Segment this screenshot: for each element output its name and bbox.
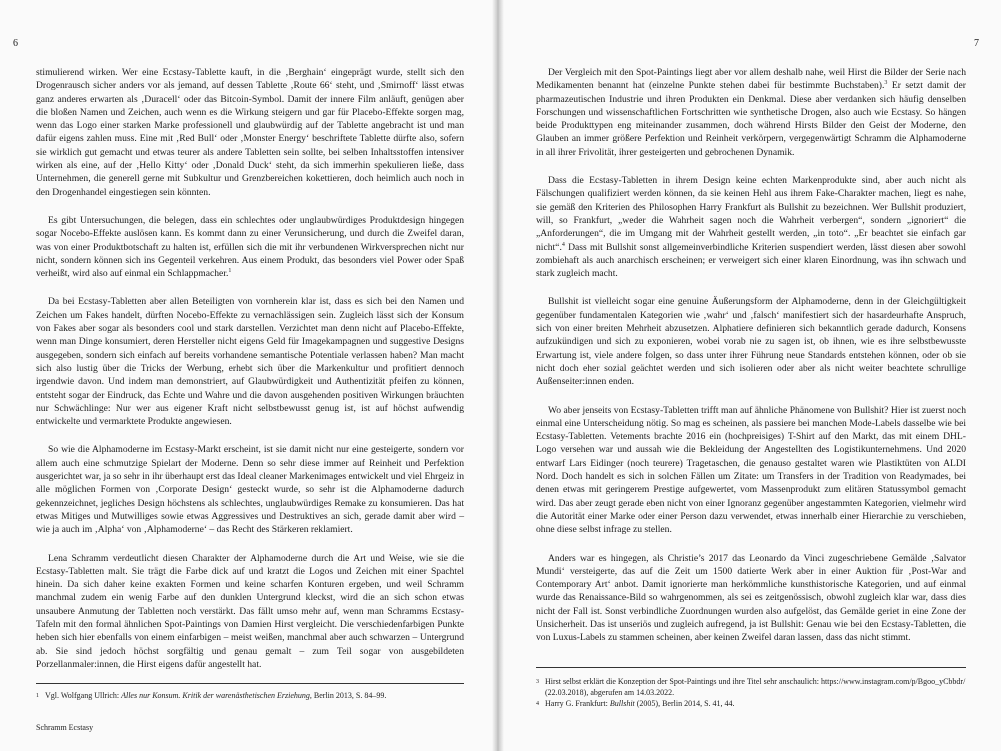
paragraph: Der Vergleich mit den Spot-Paintings liegt aber vor allem deshalb nahe, weil Hirst die Bilder der Serie nach Medikamenten benannt hat (einzelne Punkte stehen dabei für bestimmte Buchstaben).$^3$ Er setzt damit der pharmazeutischen Industrie und ihren Produkten ein Denkmal. Diese aber verdanken sich häufig denselben Forschungen und wissenschaftlichen Fortschritten wie synthetische Drogen, also auch wie Ecstasy. So hängen beide Produkttypen eng miteinander zusammen, doch während Hirsts Bilder den Geist der Moderne, den Glauben an immer größere Perfektion und Reinheit verkörpern, vergegenwärtigt Schramm die Alphamoderne in all ihrer Frivolität, ihrer gesteigerten und gebrochenen Dynamik. [536,67,966,158]
paragraph: Lena Schramm verdeutlicht diesen Charakter der Alphamoderne durch die Art und Weise, wie sie die Ecstasy-Tabletten malt. Sie trägt die Farbe dick auf und kratzt die Logos und Zeichen mit einer Spachtel hinein. Da sich daher keine exakten Formen und keine scharfen Konturen ergeben, und weil Schramm manchmal zudem ein wenig Farbe auf den dunklen Untergrund kleckst, wird die an sich schon etwas unsaubere Anmutung der Tabletten noch verstärkt. Das fällt umso mehr auf, wenn man Schramms Ecstasy-Tafeln mit den formal ähnlichen Spot-Paintings von Damien Hirst vergleicht. Die verschiedenfarbigen Punkte heben sich hier ebenfalls von einem einfarbigen – meist weißen, manchmal aber auch schwarzen – Untergrund ab. Sie sind jedoch höchst sorgfältig und genau gemalt – zum Teil sogar von ausgebildeten Porzellanmaler:innen, die Hirst eigens dafür angestellt hat. [36,552,464,670]
footnote: 3 Hirst selbst erklärt die Konzeption der Spot-Paintings und ihre Titel sehr anschaulich: https://www.instagram.com/p/Bgoo_yCbbdr/ (22.03.2018), abgerufen am 14.03.2022. [536,677,966,697]
footnote: 1 Vgl. Wolfgang Ullrich: Alles nur Konsum. Kritik der warenästhetischen Erziehung, Berlin 2013, S. 84–99. [36,691,387,700]
footnotes [536,677,966,711]
paragraph: Dass die Ecstasy-Tabletten in ihrem Design keine echten Markenprodukte sind, aber auch nicht als Fälschungen qualifiziert werden können, da sie keinen Hehl aus ihrem Fake-Charakter machen, liegt es nahe, sie gemäß den Kriterien des Philosophen Harry Frankfurt als Bullshit zu bezeichnen. Wer Bullshit produziert, will, so Frankfurt, „weder die Wahrheit sagen noch die Wahrheit verbergen“, sondern „ignoriert“ die „Anforderungen“, die im Umgang mit der Wahrheit gestellt werden, „in toto“. „Er beachtet sie einfach gar nicht“.$^4$ Dass mit Bullshit sonst allgemeinverbindliche Kriterien suspendiert werden, lässt diesen aber sowohl zombiehaft als auch anarchisch erscheinen; er verweigert sich einer klaren Einordnung, was ihn schwach und stark zugleich macht. [536,175,966,280]
footnote-marker: 1 [228,267,232,274]
paragraph: Anders war es hingegen, als Christie’s 2017 das Leonardo da Vinci zugeschriebene Gemälde ‚Salvator Mundi‘ versteigerte, das auf die Zeit um 1500 datierte Werk aber in einer Auktion für ‚Post-War and Contemporary Art‘ anbot. Damit ignorierte man herkömmliche kunsthistorische Kategorien, und auf einmal wurde das Renaissance-Bild so wahrgenommen, als sei es zeitgenössisch, obwohl zugleich klar war, dass dies nicht der Fall ist. Sonst verbindliche Zuordnungen wurden also aufgelöst, das Gemälde geriet in eine Zone der Unsicherheit. Das ist unseriös und zugleich aufregend, ja ist Bullshit: Genau wie bei den Ecstasy-Tabletten, die von Luxus-Labels zu stammen scheinen, aber keinen Zweifel daran lassen, dass das nicht stimmt. [536,552,966,644]
paragraph: So wie die Alphamoderne im Ecstasy-Markt erscheint, ist sie damit nicht nur eine gesteigerte, sondern vor allem auch eine schmutzige Spielart der Moderne. Denn so sehr diese immer auf Reinheit und Perfektion ausgerichtet war, ja so sehr in ihr überhaupt erst das Ideal cleaner Markenimages entwickelt und viel Ehrgeiz in alle möglichen Formen von ‚Corporate Design‘ gesteckt wurde, so sehr ist die Alphamoderne dadurch gekennzeichnet, jegliches Design höchstens als schlechtes, unglaubwürdiges Remake zu konsumieren. Das hat etwas Mitiges und Mutwilliges sowie etwas Aggressives und Destruktives an sich, gerade damit aber wird – wie ja auch im ‚Alpha‘ von ‚Alphamoderne‘ – das Recht des Stärkeren reklamiert. [36,444,464,536]
left-page [0,0,496,751]
paragraph: stimulierend wirken. Wer eine Ecstasy-Tablette kauft, in die ‚Berghain‘ eingeprägt wurde, stellt sich den Drogenrausch sicher anders vor als jemand, auf dessen Tablette ‚Route 66‘ steht, und ‚Smirnoff‘ lässt etwas ganz anderes erwarten als ‚Duracell‘ oder das Bitcoin-Symbol. Damit der innere Film anläuft, genügen aber die bloßen Namen und Zeichen, auch wenn es die Wirkung steigern und gar für Placebo-Effekte sorgen mag, wenn das Logo einer starken Marke professionell und glaubwürdig auf der Tablette angebracht ist und man dafür eigens zahlen muss. Eine mit ‚Red Bull‘ oder ‚Monster Energy‘ beschriftete Tablette dürfte also, sofern sie wirklich gut gemacht und etwas teurer als andere Tabletten sein sollte, bei selben Inhaltsstoffen intensiver wirken als eine, auf der ‚Hello Kitty‘ oder ‚Donald Duck‘ steht, da sich immerhin spekulieren ließe, dass Unternehmen, die generell gerne mit Subkultur und Grenzbereichen kokettieren, doch heimlich auch noch in den Drogenhandel eingestiegen sein könnten. [36,67,464,198]
body-text [536,66,966,660]
paragraph: Da bei Ecstasy-Tabletten aber allen Beteiligten von vornherein klar ist, dass es sich bei den Namen und Zeichen um Fakes handelt, dürften Nocebo-Effekte zu vernachlässigen sein. Zugleich lässt sich der Konsum von Fakes aber sogar als besonders cool und stark darstellen. Verzichtet man denn nicht auf Placebo-Effekte, wenn man Dinge konsumiert, deren Hersteller nicht eigens Geld für Imagekampagnen und suggestive Designs ausgegeben, sondern sich einfach auf bereits vorhandene semantische Potentiale verlassen haben? Man macht sich also lustig über die Tricks der Werbung, erhebt sich über die Markenkultur und profitiert dennoch irgendwie davon. Und indem man demonstriert, auf Glaubwürdigkeit und Authentizität pfeifen zu können, entsteht sogar der Eindruck, das Echte und Wahre und die davon ausgehenden positiven Wirkungen bräuchten nur Schwächlinge: Nur wer aus eigener Kraft nicht selbstbewusst genug ist, ist auf höchst aufwendig entwickelte und vermarktete Produkte angewiesen. [36,296,464,428]
paragraph: Wo aber jenseits von Ecstasy-Tabletten trifft man auf ähnliche Phänomene von Bullshit? Hier ist zuerst noch einmal eine Unterscheidung nötig. So mag es scheinen, als passiere bei manchen Mode-Labels dasselbe wie bei Ecstasy-Tabletten. Vetements brachte 2016 ein (hochpreisiges) T-Shirt auf den Markt, das mit einem DHL-Logo versehen war und aussah wie die Bekleidung der Angestellten des Logistikunternehmens. Und 2020 entwarf Lars Eidinger (noch teurere) Tragetaschen, die genauso gestaltet waren wie Plastiktüten von ALDI Nord. Doch handelt es sich in solchen Fällen um Zitate: um Transfers in der Tradition von Readymades, bei denen etwas mit geringerem Prestige aufgewertet, vom Massenprodukt zum elitären Statussymbol gemacht wird. Das aber zeugt gerade eben nicht von einer Ignoranz gegenüber angestammten Kategorien, vielmehr wird die Autorität einer Marke oder einer Person dazu verwendet, etwas innerhalb einer Hierarchie zu verschieben, ohne diese selbst infrage zu stellen. [536,404,966,536]
footnote: 4 Harry G. Frankfurt: Bullshit (2005), Berlin 2014, S. 41, 44. [536,699,735,708]
page-number: 7 [974,38,979,49]
running-footer: Schramm Ecstasy [36,723,94,732]
page-number: 6 [13,38,18,49]
footnotes [36,691,464,703]
footnote-marker: 3 [884,80,888,87]
footnote-marker: 4 [561,241,565,248]
footnote-rule [536,667,966,668]
paragraph: Bullshit ist vielleicht sogar eine genuine Äußerungsform der Alphamoderne, denn in der Gleichgültigkeit gegenüber fundamentalen Kategorien wie ‚wahr‘ und ‚falsch‘ manifestiert sich der hasardeurhafte Anspruch, sich von einer breiten Mehrheit abzusetzen. Alphatiere definieren sich bekanntlich gerade dadurch, Konsens aufzukündigen und sich zu exponieren, wobei vorab nie zu sagen ist, ob ihnen, wie es ihre selbstbewusste Erwartung ist, viele andere folgen, so dass unter ihrer Führung neue Standards entstehen können, oder ob sie nicht doch eher sozial geächtet werden und sich isolieren oder aber als nicht weiter beachtete schrullige Außenseiter:innen enden. [536,296,966,388]
footnote-rule [36,683,464,684]
book-gutter [492,0,504,751]
paragraph: Es gibt Untersuchungen, die belegen, dass ein schlechtes oder unglaubwürdiges Produktdesign hingegen sogar Nocebo-Effekte auslösen kann. Es kommt dann zu einer Verunsicherung, und durch die Zweifel daran, was von einer Produktbotschaft zu halten ist, erfüllen sich die mit ihr verbundenen Wirkversprechen nicht nur nicht, sondern können sich ins Gegenteil verkehren. Aus einem Produkt, das besonders viel Power oder Spaß verheißt, wird also auf einmal ein Schlappmacher.$^1$ [36,214,464,280]
right-page [500,0,1001,751]
body-text [36,66,464,686]
